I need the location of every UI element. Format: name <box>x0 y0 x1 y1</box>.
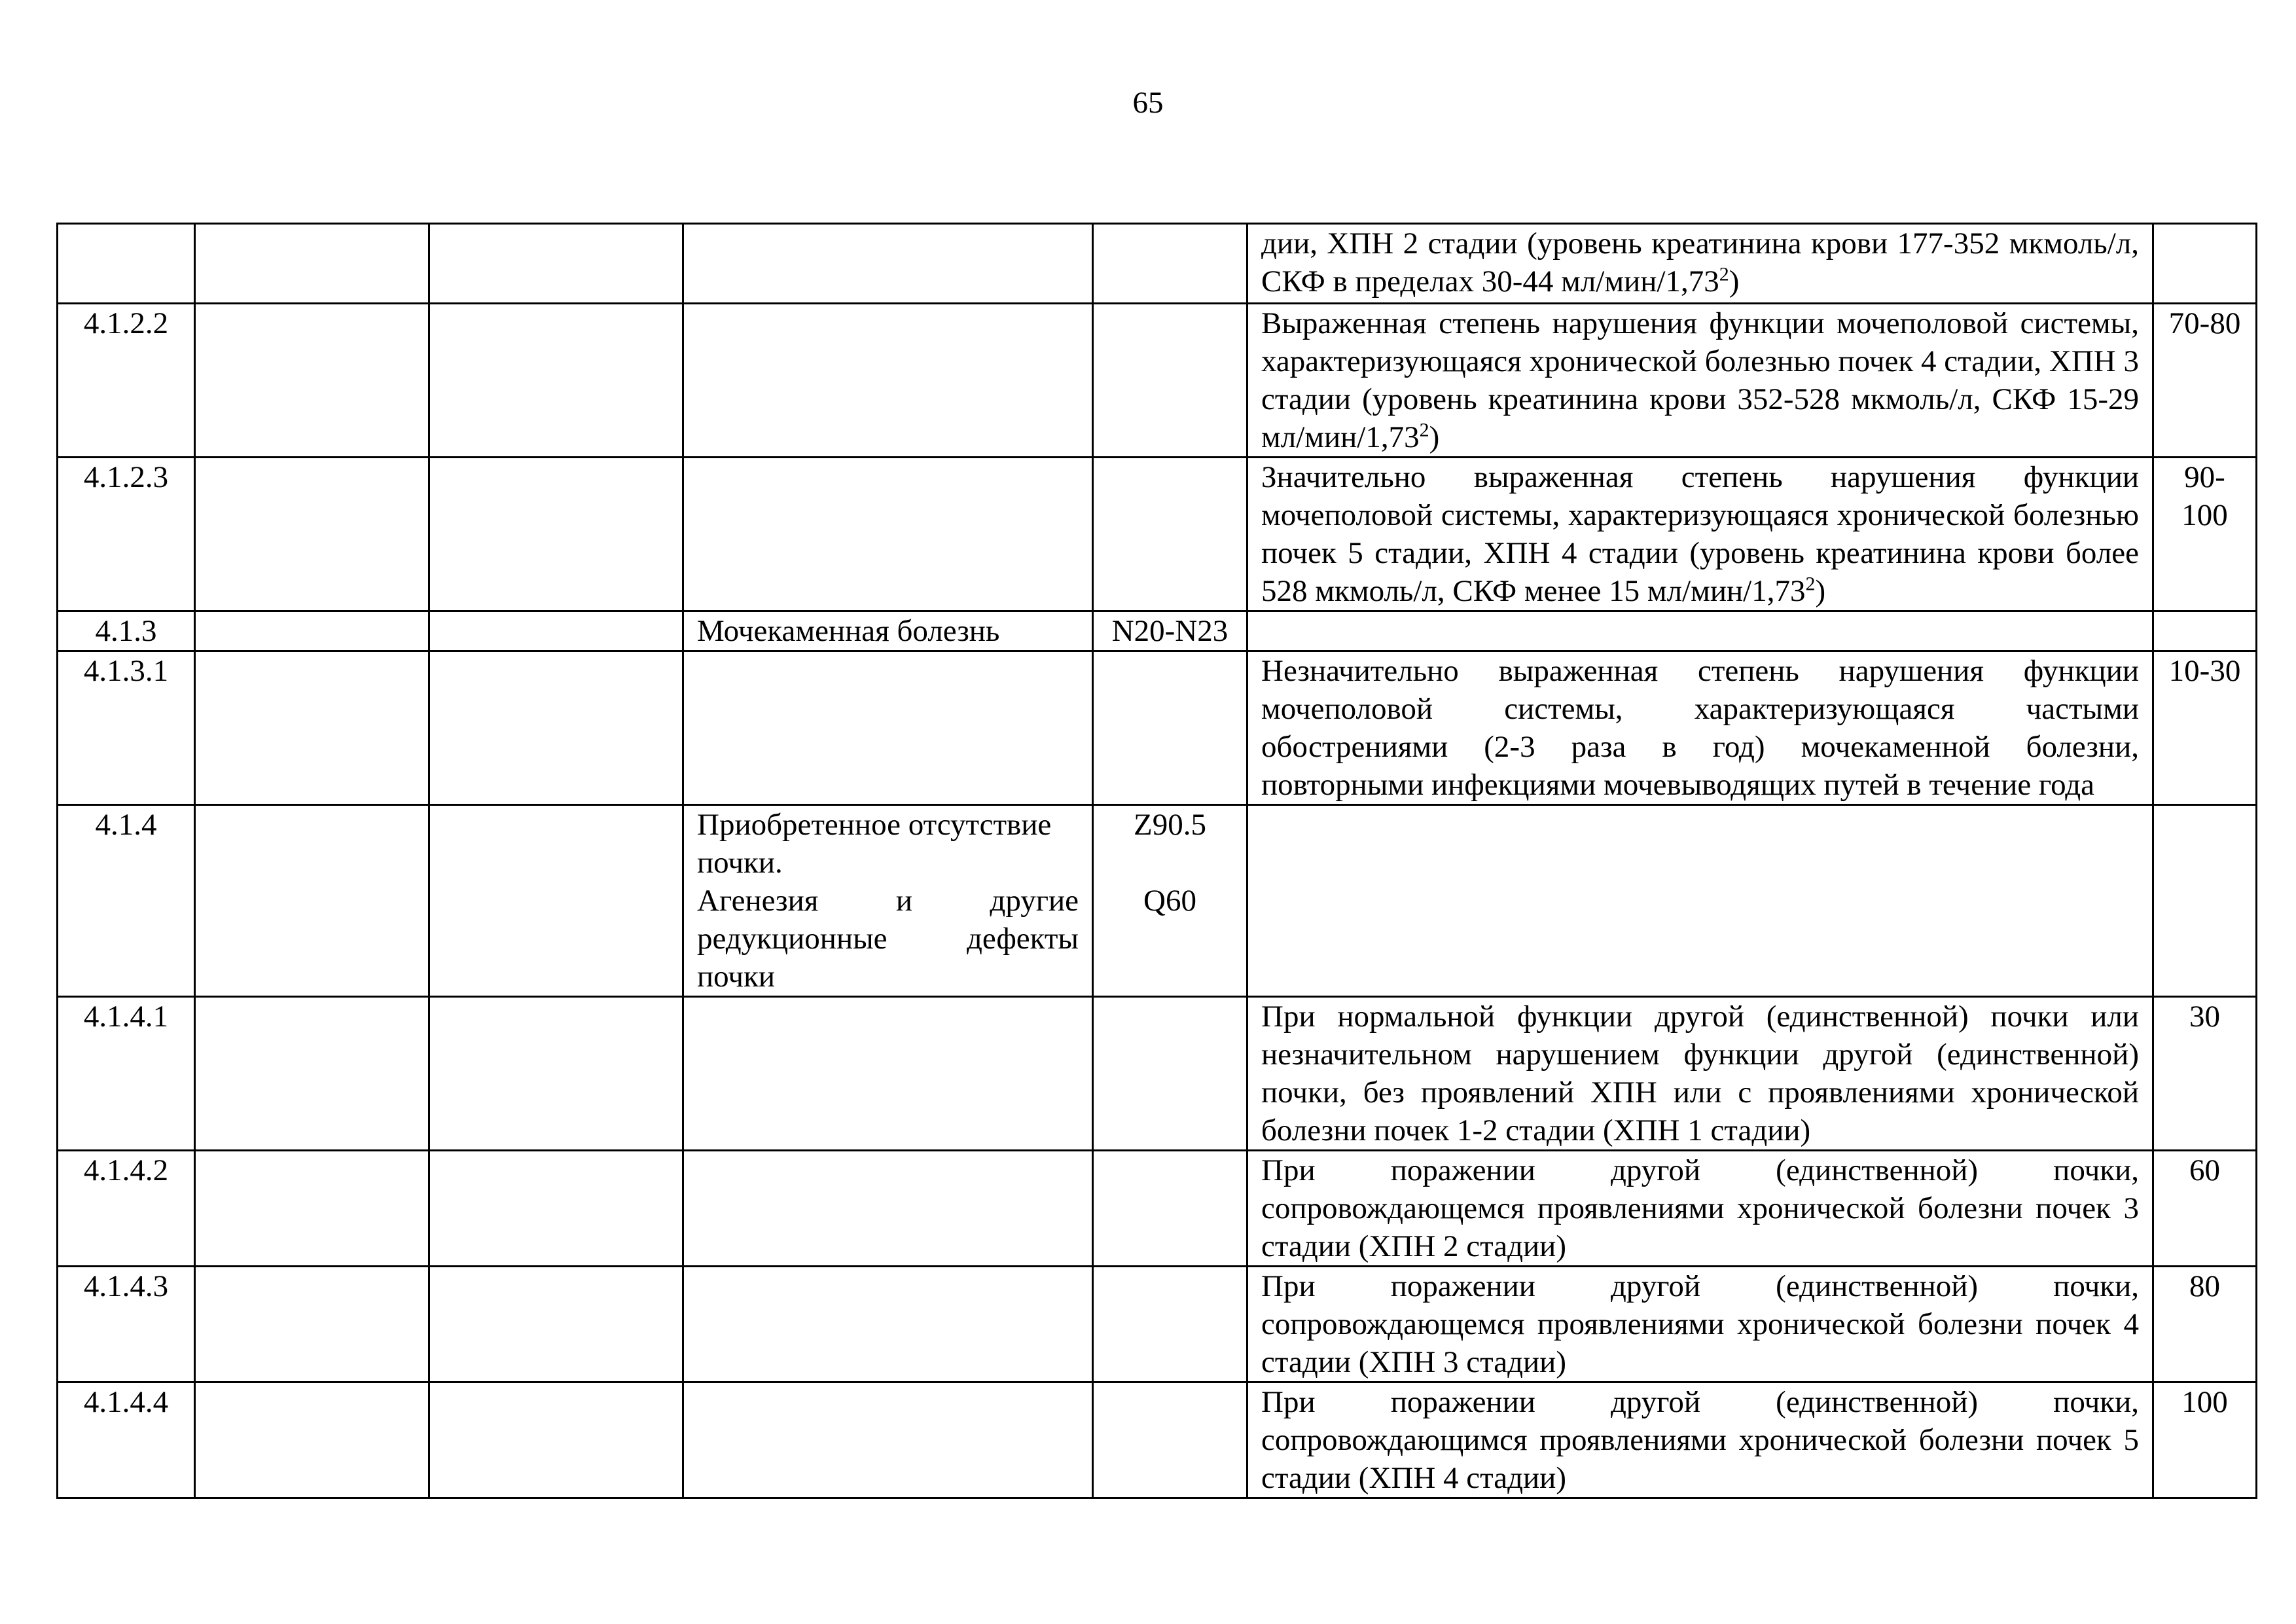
row-name <box>683 997 1093 1151</box>
row-icd: N20-N23 <box>1093 611 1247 651</box>
table-row <box>58 997 2257 1151</box>
row-percent: 60 <box>2153 1151 2257 1267</box>
row-code: 4.1.4 <box>58 805 195 997</box>
row-name <box>683 458 1093 611</box>
table-row <box>58 458 2257 611</box>
row-code: 4.1.4.3 <box>58 1267 195 1382</box>
empty-cell <box>429 611 683 651</box>
row-percent <box>2153 611 2257 651</box>
table-row <box>58 611 2257 651</box>
row-description: Значительно выраженная степень нарушения функции мочеполовой системы, характеризующаяся хронической болезнью почек 5 стадии, ХПН 4 стадии (уровень креатинина крови более 528 мкмоль/л, СКФ менее 15 мл/мин/1,73$^2$) <box>1247 458 2153 611</box>
row-icd <box>1093 1382 1247 1498</box>
table-row <box>58 1267 2257 1382</box>
row-code: 4.1.4.1 <box>58 997 195 1151</box>
empty-cell <box>195 1382 429 1498</box>
table-row <box>58 224 2257 304</box>
empty-cell <box>429 651 683 805</box>
row-icd: Z90.5 Q60 <box>1093 805 1247 997</box>
table-row <box>58 1151 2257 1267</box>
row-code <box>58 224 195 304</box>
empty-cell <box>429 1382 683 1498</box>
empty-cell <box>195 611 429 651</box>
row-name <box>683 651 1093 805</box>
row-icd <box>1093 224 1247 304</box>
table-row <box>58 1382 2257 1498</box>
empty-cell <box>195 224 429 304</box>
row-name <box>683 1267 1093 1382</box>
row-percent: 90- 100 <box>2153 458 2257 611</box>
row-description: При поражении другой (единственной) почки, сопровождающемся проявлениями хронической болезни почек 4 стадии (ХПН 3 стадии) <box>1247 1267 2153 1382</box>
page-number: 65 <box>1132 86 1164 120</box>
row-percent: 10-30 <box>2153 651 2257 805</box>
empty-cell <box>429 1151 683 1267</box>
row-icd <box>1093 1151 1247 1267</box>
row-percent: 100 <box>2153 1382 2257 1498</box>
row-description <box>1247 805 2153 997</box>
row-percent: 70-80 <box>2153 304 2257 458</box>
row-name <box>683 1382 1093 1498</box>
empty-cell <box>195 1267 429 1382</box>
empty-cell <box>195 805 429 997</box>
row-name <box>683 1151 1093 1267</box>
row-percent <box>2153 224 2257 304</box>
row-icd <box>1093 1267 1247 1382</box>
empty-cell <box>195 458 429 611</box>
empty-cell <box>429 997 683 1151</box>
row-name <box>683 304 1093 458</box>
empty-cell <box>195 1151 429 1267</box>
row-icd <box>1093 997 1247 1151</box>
row-code: 4.1.2.3 <box>58 458 195 611</box>
row-description: При нормальной функции другой (единственной) почки или незначительном нарушением функции другой (единственной) почки, без проявлений ХПН или с проявлениями хронической болезни почек 1-2 стадии (ХПН 1 стадии) <box>1247 997 2153 1151</box>
row-description <box>1247 611 2153 651</box>
table-row <box>58 304 2257 458</box>
row-description: При поражении другой (единственной) почки, сопровождающимся проявлениями хронической болезни почек 5 стадии (ХПН 4 стадии) <box>1247 1382 2153 1498</box>
row-icd <box>1093 458 1247 611</box>
row-name: Мочекаменная болезнь <box>683 611 1093 651</box>
empty-cell <box>429 805 683 997</box>
row-description: Выраженная степень нарушения функции мочеполовой системы, характеризующаяся хронической болезнью почек 4 стадии, ХПН 3 стадии (уровень креатинина крови 352-528 мкмоль/л, СКФ 15-29 мл/мин/1,73$^2$) <box>1247 304 2153 458</box>
classification-table <box>56 223 2257 1499</box>
row-icd <box>1093 651 1247 805</box>
row-code: 4.1.3.1 <box>58 651 195 805</box>
empty-cell <box>195 997 429 1151</box>
row-code: 4.1.3 <box>58 611 195 651</box>
empty-cell <box>429 304 683 458</box>
row-description: При поражении другой (единственной) почки, сопровождающемся проявлениями хронической болезни почек 3 стадии (ХПН 2 стадии) <box>1247 1151 2153 1267</box>
row-icd <box>1093 304 1247 458</box>
empty-cell <box>429 458 683 611</box>
row-code: 4.1.4.4 <box>58 1382 195 1498</box>
empty-cell <box>429 224 683 304</box>
row-description: дии, ХПН 2 стадии (уровень креатинина крови 177-352 мкмоль/л, СКФ в пределах 30-44 мл/мин/1,73$^2$) <box>1247 224 2153 304</box>
empty-cell <box>195 304 429 458</box>
empty-cell <box>429 1267 683 1382</box>
row-name: Приобретенное отсутствие почки. Агенезия и другие редукционные дефекты почки <box>683 805 1093 997</box>
row-name <box>683 224 1093 304</box>
row-percent: 30 <box>2153 997 2257 1151</box>
row-percent: 80 <box>2153 1267 2257 1382</box>
empty-cell <box>195 651 429 805</box>
row-code: 4.1.2.2 <box>58 304 195 458</box>
table-row <box>58 651 2257 805</box>
row-percent <box>2153 805 2257 997</box>
row-description: Незначительно выраженная степень нарушения функции мочеполовой системы, характеризующаяся частыми обострениями (2-3 раза в год) мочекаменной болезни, повторными инфекциями мочевыводящих путей в течение года <box>1247 651 2153 805</box>
row-code: 4.1.4.2 <box>58 1151 195 1267</box>
table-row <box>58 805 2257 997</box>
